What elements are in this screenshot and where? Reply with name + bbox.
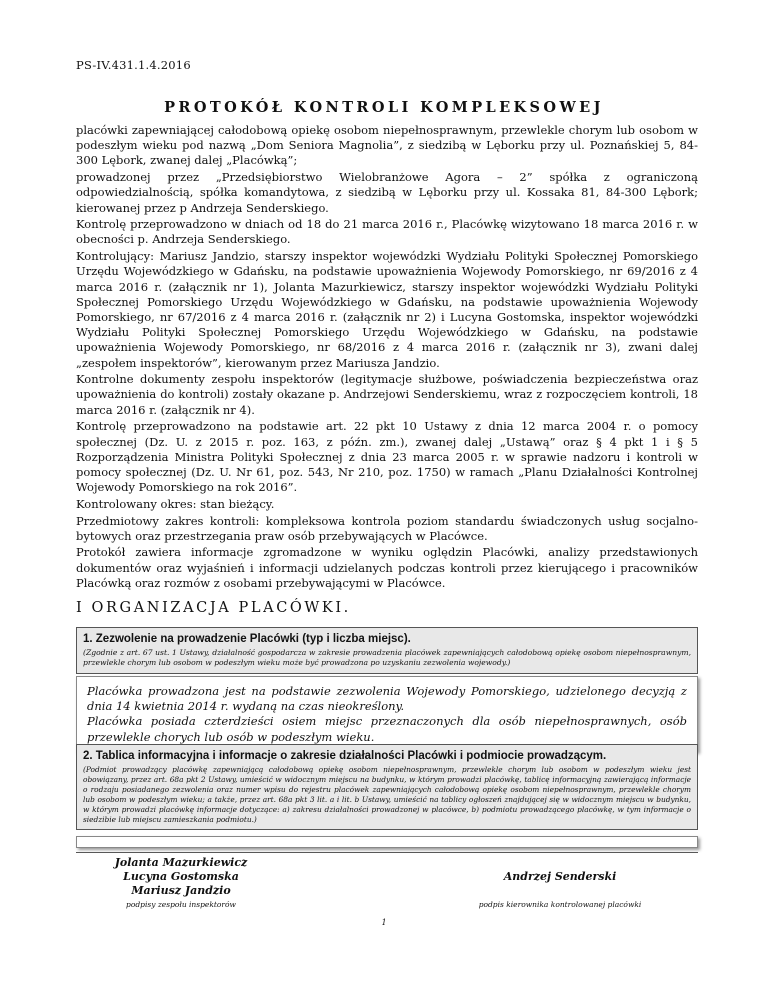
paragraph: Kontrolę przeprowadzono w dniach od 18 do 21 marca 2016 r., Placówkę wizytowano 18 marca 2016 r. w obecności p. Andrzeja Senderskiego. (76, 217, 698, 247)
signer-name: Jolanta Mazurkiewicz (114, 856, 248, 869)
page-number: 1 (381, 918, 387, 927)
head-signature: Andrzej Senderski (503, 870, 617, 883)
question-title: 2. Tablica informacyjna i informacje o zakresie działalności Placówki i podmiocie prowadzącym. (83, 750, 607, 762)
document-reference: PS-IV.431.1.4.2016 (76, 58, 191, 72)
answer-box-2-text (76, 836, 698, 848)
head-caption: podpis kierownika kontrolowanej placówki (478, 900, 642, 909)
paragraph: Kontrolowany okres: stan bieżący. (76, 496, 275, 511)
inspectors-signatures (76, 856, 286, 897)
paragraph: prowadzonej przez „Przedsiębiorstwo Wielobranżowe Agora – 2” spółka z ograniczoną odpowiedzialnością, spółka komandytowa, z siedzibą w Lęborku przy ul. Kossaka 81, 84-300 Lębork; kierowanej przez p Andrzeja Senderskiego. (76, 170, 698, 215)
signer-name: Lucyna Gostomska (123, 869, 239, 883)
paragraph: Kontrolujący: Mariusz Jandzio, starszy inspektor wojewódzki Wydziału Polityki Społecznej Pomorskiego Urzędu Wojewódzkiego w Gdańsku, na podstawie upoważnienia Wojewody Pomorskiego, nr 69/2016 z 4 marca 2016 r. (załącznik nr 1), Jolanta Mazurkiewicz, starszy inspektor wojewódzki Wydziału Polityki Społecznej Pomorskiego Urzędu Wojewódzkiego w Gdańsku, na podstawie upoważnienia Wojewody Pomorskiego, nr 67/2016 z 4 marca 2016 r. (załącznik nr 2) i Lucyna Gostomska, inspektor wojewódzki Wydziału Polityki Społecznej Pomorskiego Urzędu Wojewódzkiego w Gdańsku, na podstawie upoważnienia Wojewody Pomorskiego, nr 68/2016 z 4 marca 2016 r. (załącznik nr 3), zwani dalej „zespołem inspektorów”, kierowanym przez Mariusza Jandzio. (76, 249, 698, 370)
section-heading: I ORGANIZACJA PLACÓWKI. (76, 600, 351, 616)
answer-paragraph: Placówka posiada czterdzieści osiem miejsc przeznaczonych dla osób niepełnosprawnych, osób przewlekle chorych lub osób w podeszłym wieku. (87, 714, 687, 744)
question-title: 1. Zezwolenie na prowadzenie Placówki (typ i liczba miejsc). (83, 633, 411, 645)
document-title: PROTOKÓŁ KONTROLI KOMPLEKSOWEJ (164, 99, 604, 116)
signer-name: Mariusz Jandzio (131, 883, 231, 897)
paragraph: Protokół zawiera informacje zgromadzone w wyniku oględzin Placówki, analizy przedstawionych dokumentów oraz wyjaśnień i informacji udzielanych podczas kontroli przez kierującego i pracowników Placówką oraz rozmów z osobami przebywającymi w Placówce. (76, 545, 698, 590)
question-box-2 (76, 744, 698, 830)
footer-divider (76, 852, 698, 853)
answer-box-1 (76, 676, 698, 752)
question-note: (Podmiot prowadzący placówkę zapewniającą całodobową opiekę osobom niepełnosprawnym, przewlekle chorym lub osobom w podeszłym wieku jest obowiązany, przez art. 68a pkt 2 Ustawy, umieścić w widocznym miejscu na budynku, w którym prowadzi placówkę, tablicę informacyjną zawierającą informacje o rodzaju posiadanego zezwolenia oraz numer wpisu do rejestru placówek zapewniających całodobową opiekę osobom niepełnosprawnym, przewlekle chorym lub osobom w podeszłym wieku; a także, przez art. 68a pkt 3 lit. a i lit. b Ustawy, umieścić na tablicy ogłoszeń znajdującej się w widocznym miejscu w budynku, w którym prowadzi placówkę informacje dotyczące: a) zakresu działalności prowadzonej w placówce, b) podmiotu prowadzącego placówkę, w tym informacje o siedzibie lub miejscu zamieszkania podmiotu.) (83, 765, 691, 824)
intro-body (76, 123, 698, 593)
inspectors-caption: podpisy zespołu inspektorów (126, 900, 236, 909)
paragraph: Kontrolę przeprowadzono na podstawie art. 22 pkt 10 Ustawy z dnia 12 marca 2004 r. o pomocy społecznej (Dz. U. z 2015 r. poz. 163, z późn. zm.), zwanej dalej „Ustawą” oraz § 4 pkt 1 i § 5 Rozporządzenia Ministra Polityki Społecznej z dnia 23 marca 2005 r. w sprawie nadzoru i kontroli w pomocy społecznej (Dz. U. Nr 61, poz. 543, Nr 210, poz. 1750) w ramach „Planu Działalności Kontrolnej Wojewody Pomorskiego na rok 2016”. (76, 419, 698, 495)
paragraph: placówki zapewniającej całodobową opiekę osobom niepełnosprawnym, przewlekle chorym lub osobom w podeszłym wieku pod nazwą „Dom Seniora Magnolia”, z siedzibą w Lęborku przy ul. Poznańskiej 5, 84-300 Lębork, zwanej dalej „Placówką”; (76, 123, 698, 168)
paragraph: Kontrolne dokumenty zespołu inspektorów (legitymacje służbowe, poświadczenia bezpieczeństwa oraz upoważnienia do kontroli) zostały okazane p. Andrzejowi Senderskiemu, wraz z rozpoczęciem kontroli, 18 marca 2016 r. (załącznik nr 4). (76, 372, 698, 417)
question-box-1 (76, 627, 698, 674)
answer-paragraph: Placówka prowadzona jest na podstawie zezwolenia Wojewody Pomorskiego, udzielonego decyzją z dnia 14 kwietnia 2014 r. wydaną na czas nieokreślony. (87, 684, 687, 714)
paragraph: Przedmiotowy zakres kontroli: kompleksowa kontrola poziom standardu świadczonych usług socjalno-bytowych oraz przestrzegania praw osób przebywających w Placówce. (76, 513, 698, 543)
question-note: (Zgodnie z art. 67 ust. 1 Ustawy, działalność gospodarcza w zakresie prowadzenia placówek zapewniających całodobową opiekę osobom niepełnosprawnym, przewlekle chorym lub osobom w podeszłym wieku może być prowadzona po uzyskaniu zezwolenia wojewody.) (83, 648, 691, 668)
